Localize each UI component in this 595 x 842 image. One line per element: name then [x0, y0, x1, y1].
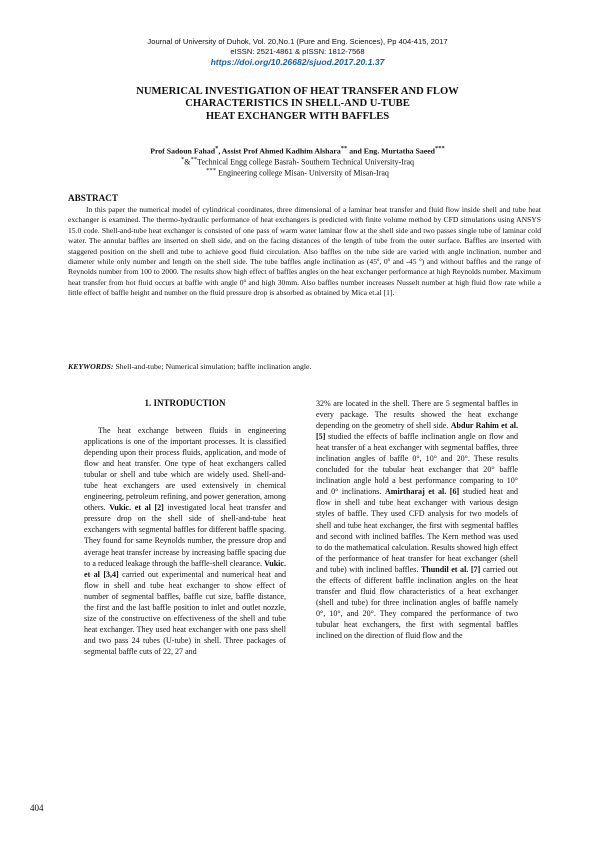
affiliation-2 [0, 166, 595, 179]
page-number: 404 [30, 803, 44, 813]
paragraph-text: 32% are located in the shell. There are 5 segmental baffles in every package. The results showed the heat exchange depending on the geometry of shell side. [316, 399, 518, 431]
affiliation-1-text: Technical Engg college Basrah- Southern Technical University-Iraq [197, 157, 415, 167]
author-1: Prof Sadoun Fahad [150, 146, 216, 156]
doi-link[interactable]: https://doi.org/10.26682/sjuod.2017.20.1.37 [210, 57, 385, 67]
keywords [68, 362, 541, 371]
title-line-2: CHARACTERISTICS IN SHELL-AND U-TUBE [185, 98, 410, 110]
body-paragraph [84, 425, 286, 657]
left-column [84, 425, 286, 657]
journal-citation: Journal of University of Duhok, Vol. 20,No.1 (Pure and Eng. Sciences), Pp 404-415, 2017 [147, 37, 448, 46]
citation: Thundil et al. [7] [420, 564, 481, 574]
author-separator: , [218, 146, 222, 156]
author-2: Assist Prof Ahmed Kadhim Alshara [221, 146, 341, 156]
keywords-text: Shell-and-tube; Numerical simulation; baffle inclination angle. [113, 362, 312, 371]
abstract-heading: ABSTRACT [68, 193, 119, 203]
affiliation-1: *&**Technical Engg college Basrah- Southern Technical University-Iraq [180, 156, 415, 167]
affiliation-1-mark-2: ** [190, 156, 198, 163]
paragraph-text: investigated local heat transfer and pressure drop on the shell side of shell-and-tube heat exchangers with segmental baffles for different baffle spacing. They found for same Reynolds number, the pressure drop and average heat transfer increase by increasing baffle spacing due to a reduced leakage through the baffle-shell clearance. [84, 503, 286, 568]
paragraph-text: The heat exchange between fluids in engineering applications is one of the important processes. It is classified depending upon their process fluids, application, and mode of flow and heat transfer. One type of heat exchangers called tubular or shell and tube which are widely used. Shell-and-tube heat exchangers are used extensively in chemical engineering, petroleum refining, and power generation, among others. [84, 426, 286, 513]
issn-line: eISSN: 2521-4861 & pISSN: 1812-7568 [230, 47, 365, 56]
author-1-mark: * [215, 145, 219, 152]
author-2-mark: ** [340, 145, 348, 152]
author-3-mark: *** [435, 145, 445, 152]
affiliation-1-mark: * [180, 156, 185, 163]
title-line-3: HEAT EXCHANGER WITH BAFFLES [205, 110, 390, 122]
title-line-1: NUMERICAL INVESTIGATION OF HEAT TRANSFER AND FLOW [136, 86, 459, 97]
abstract-text: In this paper the numerical model of cylindrical coordinates, three dimensional of a laminar heat transfer and fluid flow inside shell and tube heat exchanger is examined. The thermo-hydraulic performance of heat exchangers is predicted with finite volume method by CFD simulations using ANSYS 15.0 code. Shell-and-tube heat exchanger is consisted of one pass of warm water laminar flow at the shell side and two passes single tube of laminar cold water. The annular baffles are inserted on shell side, and on the facing distances of the length of tube from the outer surface. Baffles are inserted with staggered position on the shell and tube to achieve good fluid circulation. Also baffles on the tube side are varied with angle inclination, number and diameter while only number and length on the shell side. The tube baffles angle inclination as (45º, 0º and -45 º) and without baffles and the range of Reynolds number from 100 to 2000. The results show high effect of baffles angles on the heat exchanger performance at high Reynolds number. Maximum heat transfer from hot fluid occurs at baffle with angle 0º and high 30mm. Also baffles number increases Nusselt number at high fluid flow rate while a little effect of baffle height and number on the fluid pressure drop is absorbed as obtained by Mica et.al [1]. [68, 205, 541, 298]
author-3: Eng. Murtatha Saeed [363, 146, 436, 156]
affiliation-2-text: Engineering college Misan- University of Misan-Iraq [216, 168, 389, 178]
affiliation-2-mark: *** [206, 167, 217, 174]
paragraph-text: studied heat and flow in shell and tube heat exchanger with various design styles of baffle. They used CFD analysis for two models of shell and tube heat exchanger, the first with segmental baffles and second with inclined baffles. The Kern method was used to do the mathematical calculation. Results showed high effect of the performance of heat transfer for heat exchanger (shell and tube) with inclined baffles. [316, 487, 518, 574]
citation: Amirtharaj et al. [6] [384, 487, 460, 497]
paper-title [60, 86, 535, 123]
citation: Vukic. et al [2] [109, 503, 164, 513]
citation: Vukic. et al [3,4] [84, 558, 286, 579]
paragraph-text: studied the effects of baffle inclination angle on flow and heat transfer of a heat exchanger with segmental baffles, three inclination angles of baffle 0°, 10° and 20°. These results concluded for the tubular heat exchanger that 20° baffle inclination angle hold a best performance comparing to 10° and 0° inclinations. [316, 432, 518, 497]
right-column [316, 398, 518, 641]
paragraph-text: carried out the effects of different baffle inclination angles on the heat transfer and fluid flow characteristics of a heat exchanger (shell and tube) for three inclination angles of baffle namely 0°, 10°, and 20°. They compared the performance of two tubular heat exchangers, the first with segmental baffles inclined on the direction of fluid flow and the [316, 564, 518, 640]
body-paragraph [316, 398, 518, 641]
citation: Abdur Rahim et al. [5] [316, 421, 518, 442]
keywords-label: KEYWORDS: [68, 362, 114, 371]
section-heading: 1. INTRODUCTION [144, 398, 226, 408]
author-and: and [347, 146, 364, 156]
paragraph-text: carried out experimental and numerical heat and flow in shell and tube heat exchanger to show effect of number of segmental baffles, baffle cut size, baffle distance, the first and the last baffle position to inlet and outlet nozzle, size of the constructive on effectiveness of the shell and tube heat exchanger. They used heat exchanger with one pass shell and two pass 24 tubes (U-tube) in shell. Three packages of segmental baffle cuts of 22, 27 and [84, 569, 287, 656]
